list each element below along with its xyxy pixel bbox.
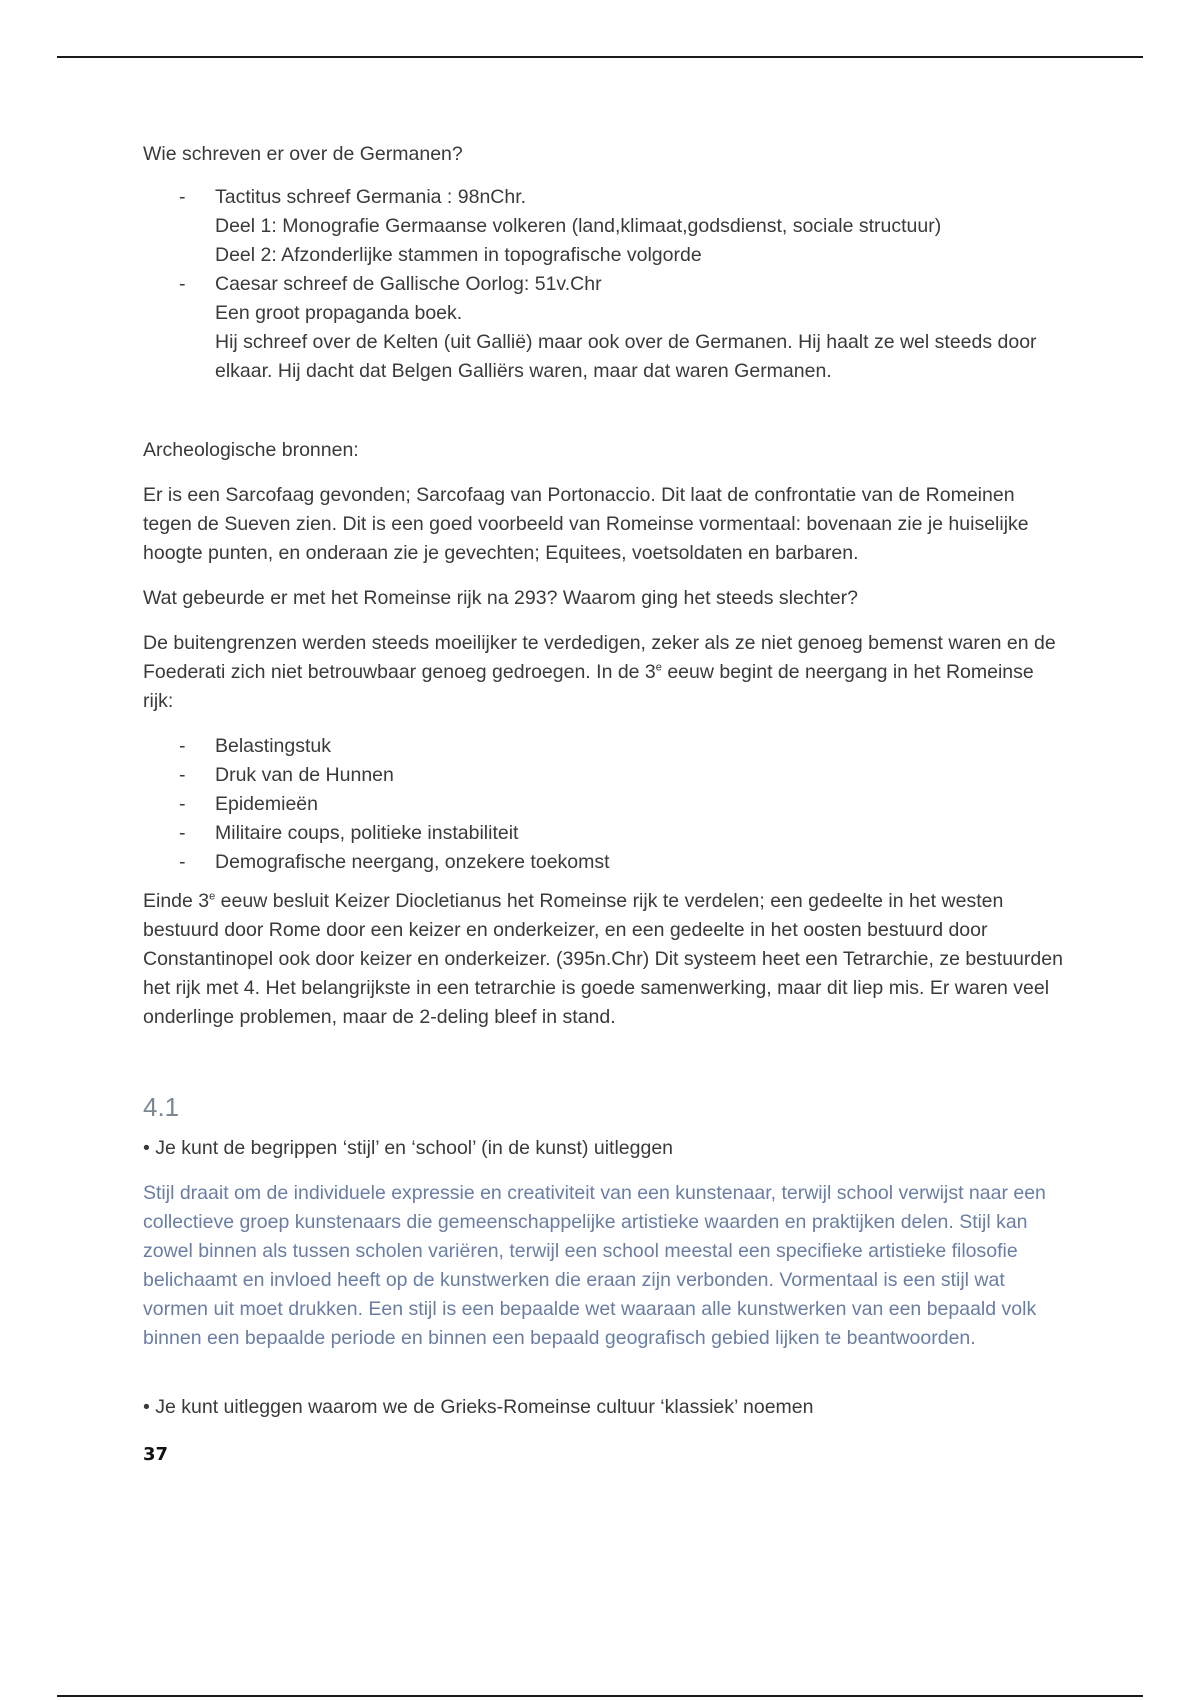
decline-intro-text: eeuw begint de neergang in het Romeinse rijk:	[143, 661, 1034, 712]
list-item: - Druk van de Hunnen	[143, 761, 1063, 790]
tetrarchy-text	[143, 887, 1063, 1032]
tetrarchy-text-part: Einde 3	[143, 890, 210, 912]
page-content	[143, 140, 1063, 1483]
answer-style-school: Stijl draait om de individuele expressie en creativiteit van een kunstenaar, terwijl school verwijst naar een collectieve groep kunstenaars die gemeenschappelijke artistieke waarden en praktijken delen. Stijl kan zowel binnen als tussen scholen variëren, terwijl een school meestal een specifieke artistieke filosofie belichaamt en invloed heeft op de kunstwerken die eraan zijn verbonden. Vormentaal is een stijl wat vormen uit moet drukken. Een stijl is een bepaalde wet waaraan alle kunstwerken van een bepaald volk binnen een bepaalde periode en binnen een bepaald geografisch gebied lijken te beantwoorden.	[143, 1182, 1046, 1349]
superscript: e	[209, 890, 216, 903]
list-item: - Epidemieën	[143, 790, 1063, 819]
section-heading: 4.1	[143, 1092, 180, 1122]
list-item: - Belastingstuk	[143, 732, 1063, 761]
list-item: - Demografische neergang, onzekere toekomst	[143, 848, 1063, 877]
list-item-line: Hij schreef over de Kelten (uit Gallië) maar ook over de Germanen. Hij haalt ze wel steeds door elkaar. Hij dacht dat Belgen Galliërs waren, maar dat waren Germanen.	[215, 331, 1037, 382]
tetrarchy-text-part: eeuw besluit Keizer Diocletianus het Romeinse rijk te verdelen; een gedeelte in het westen bestuurd door Rome door een keizer en onderkeizer, en een gedeelte in het oosten bestuurd door Constantinopel ook door keizer en onderkeizer. (395n.Chr) Dit systeem heet een Tetrarchie, ze bestuurden het rijk met 4. Het belangrijkste in een tetrarchie is goede samenwerking, maar dit liep mis. Er waren veel onderlinge problemen, maar de 2-deling bleef in stand.	[143, 890, 1063, 1028]
list-item-lead: - Tactitus schreef Germania : 98nChr.	[215, 186, 527, 208]
list-item	[143, 270, 1063, 386]
bullet-style-school: • Je kunt de begrippen ‘stijl’ en ‘school’ (in de kunst) uitleggen	[143, 1137, 674, 1159]
list-item-line: Deel 2: Afzonderlijke stammen in topografische volgorde	[215, 244, 702, 266]
list-item	[143, 183, 1063, 270]
question-writers: Wie schreven er over de Germanen?	[143, 143, 463, 165]
list-item: - Militaire coups, politieke instabiliteit	[143, 819, 1063, 848]
list-item-lead: - Caesar schreef de Gallische Oorlog: 51v.Chr	[215, 273, 602, 295]
arch-heading: Archeologische bronnen:	[143, 439, 359, 461]
page-number: 37	[143, 1444, 169, 1465]
decline-intro	[143, 629, 1063, 716]
decline-causes-list	[143, 732, 1063, 877]
list-item-line: Deel 1: Monografie Germaanse volkeren (land,klimaat,godsdienst, sociale structuur)	[215, 215, 942, 237]
list-item-line: Een groot propaganda boek.	[215, 302, 463, 324]
bullet-classic: • Je kunt uitleggen waarom we de Grieks-Romeinse cultuur ‘klassiek’ noemen	[143, 1396, 814, 1418]
bottom-rule	[57, 1695, 1143, 1697]
writers-list	[143, 183, 1063, 386]
question-decline: Wat gebeurde er met het Romeinse rijk na 293? Waarom ging het steeds slechter?	[143, 587, 859, 609]
decline-intro-text: De buitengrenzen werden steeds moeilijker te verdedigen, zeker als ze niet genoeg bemenst waren en de Foederati zich niet betrouwbaar genoeg gedroegen. In de 3	[143, 632, 1056, 683]
superscript: e	[655, 661, 662, 674]
top-rule	[57, 56, 1143, 58]
arch-text: Er is een Sarcofaag gevonden; Sarcofaag van Portonaccio. Dit laat de confrontatie van de Romeinen tegen de Sueven zien. Dit is een goed voorbeeld van Romeinse vormentaal: bovenaan zie je huiselijke hoogte punten, en onderaan zie je gevechten; Equitees, voetsoldaten en barbaren.	[143, 484, 1029, 564]
